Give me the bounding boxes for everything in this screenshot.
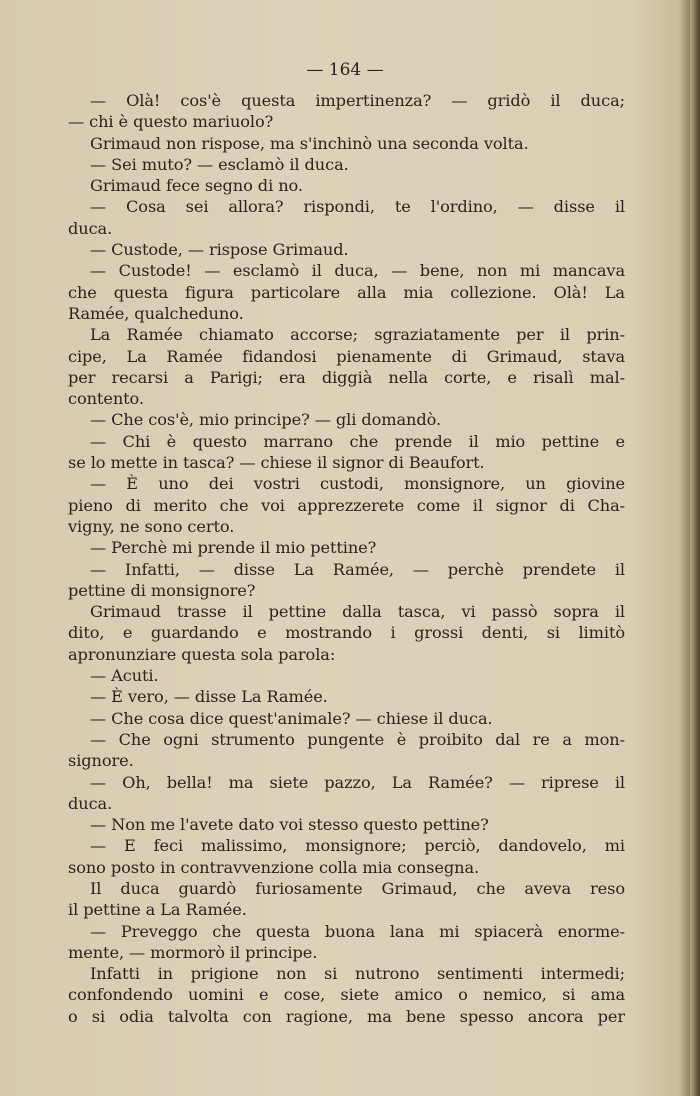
text-line: Ramée, qualcheduno. [68,303,244,323]
text-line: — Chi è questo marrano che prende il mio pettine e [90,431,625,451]
text-line: Grimaud trasse il pettine dalla tasca, vi passò sopra il [90,602,625,622]
text-line: — Preveggo che questa buona lana mi spiacerà enorme- [90,921,625,941]
text-line: — Che cos'è, mio principe? — gli domandò. [90,410,442,430]
text-line: — E feci malissimo, monsignore; perciò, dandovelo, mi [90,836,625,856]
page-edge-shadow [690,0,700,1096]
text-line: Grimaud fece segno di no. [90,176,303,196]
text-line: — È uno dei vostri custodi, monsignore, un giovine [90,474,625,494]
text-line: duca. [68,218,113,238]
text-line: confondendo uomini e cose, siete amico o nemico, si ama [68,985,625,1005]
text-line: — Infatti, — disse La Ramée, — perchè prendete il [90,559,625,579]
text-line: cipe, La Ramée fidandosi pienamente di Grimaud, stava [68,346,625,366]
text-line: per recarsi a Parigi; era diggià nella corte, e risalì mal- [68,367,625,387]
text-line: — Che cosa dice quest'animale? — chiese il duca. [90,708,493,728]
text-line: — chi è questo mariuolo? [68,112,274,132]
text-line: — Perchè mi prende il mio pettine? [90,538,377,558]
text-line: vigny, ne sono certo. [68,516,235,536]
text-line: — Non me l'avete dato voi stesso questo pettine? [90,815,489,835]
page-number: — 164 — [306,60,384,80]
text-line: — È vero, — disse La Ramée. [90,687,328,707]
text-line: signore. [68,751,134,771]
text-line: Il duca guardò furiosamente Grimaud, che aveva reso [90,878,625,898]
text-line: — Cosa sei allora? rispondi, te l'ordino, — disse il [90,197,625,217]
text-line: contento. [68,389,144,409]
text-line: sono posto in contravvenzione colla mia consegna. [68,857,480,877]
text-line: che questa figura particolare alla mia collezione. Olà! La [68,282,625,302]
text-line: La Ramée chiamato accorse; sgraziatamente per il prin- [90,325,625,345]
text-line: — Custode, — rispose Grimaud. [90,240,349,260]
text-line: — Custode! — esclamò il duca, — bene, non mi mancava [90,261,625,281]
text-line: se lo mette in tasca? — chiese il signor di Beaufort. [68,453,485,473]
text-line: pettine di monsignore? [68,580,256,600]
text-line: — Acuti. [90,666,159,686]
body-text [68,90,625,1027]
text-line: Infatti in prigione non si nutrono sentimenti intermedi; [90,964,625,984]
text-line: pieno di merito che voi apprezzerete come il signor di Cha- [68,495,625,515]
text-line: — Olà! cos'è questa impertinenza? — gridò il duca; [90,91,625,110]
text-line: il pettine a La Ramée. [68,900,247,920]
text-line: Grimaud non rispose, ma s'inchinò una seconda volta. [90,133,529,153]
text-line: — Oh, bella! ma siete pazzo, La Ramée? — riprese il [90,772,625,792]
text-line: apronunziare questa sola parola: [68,644,336,664]
text-line: — Che ogni strumento pungente è proibito dal re a mon- [90,729,625,749]
text-line: duca. [68,793,113,813]
text-line: — Sei muto? — esclamò il duca. [90,154,349,174]
text-line: dito, e guardando e mostrando i grossi denti, si limitò [68,623,625,643]
text-line: o si odia talvolta con ragione, ma bene spesso ancora per [68,1006,625,1026]
text-line: mente, — mormorò il principe. [68,942,318,962]
